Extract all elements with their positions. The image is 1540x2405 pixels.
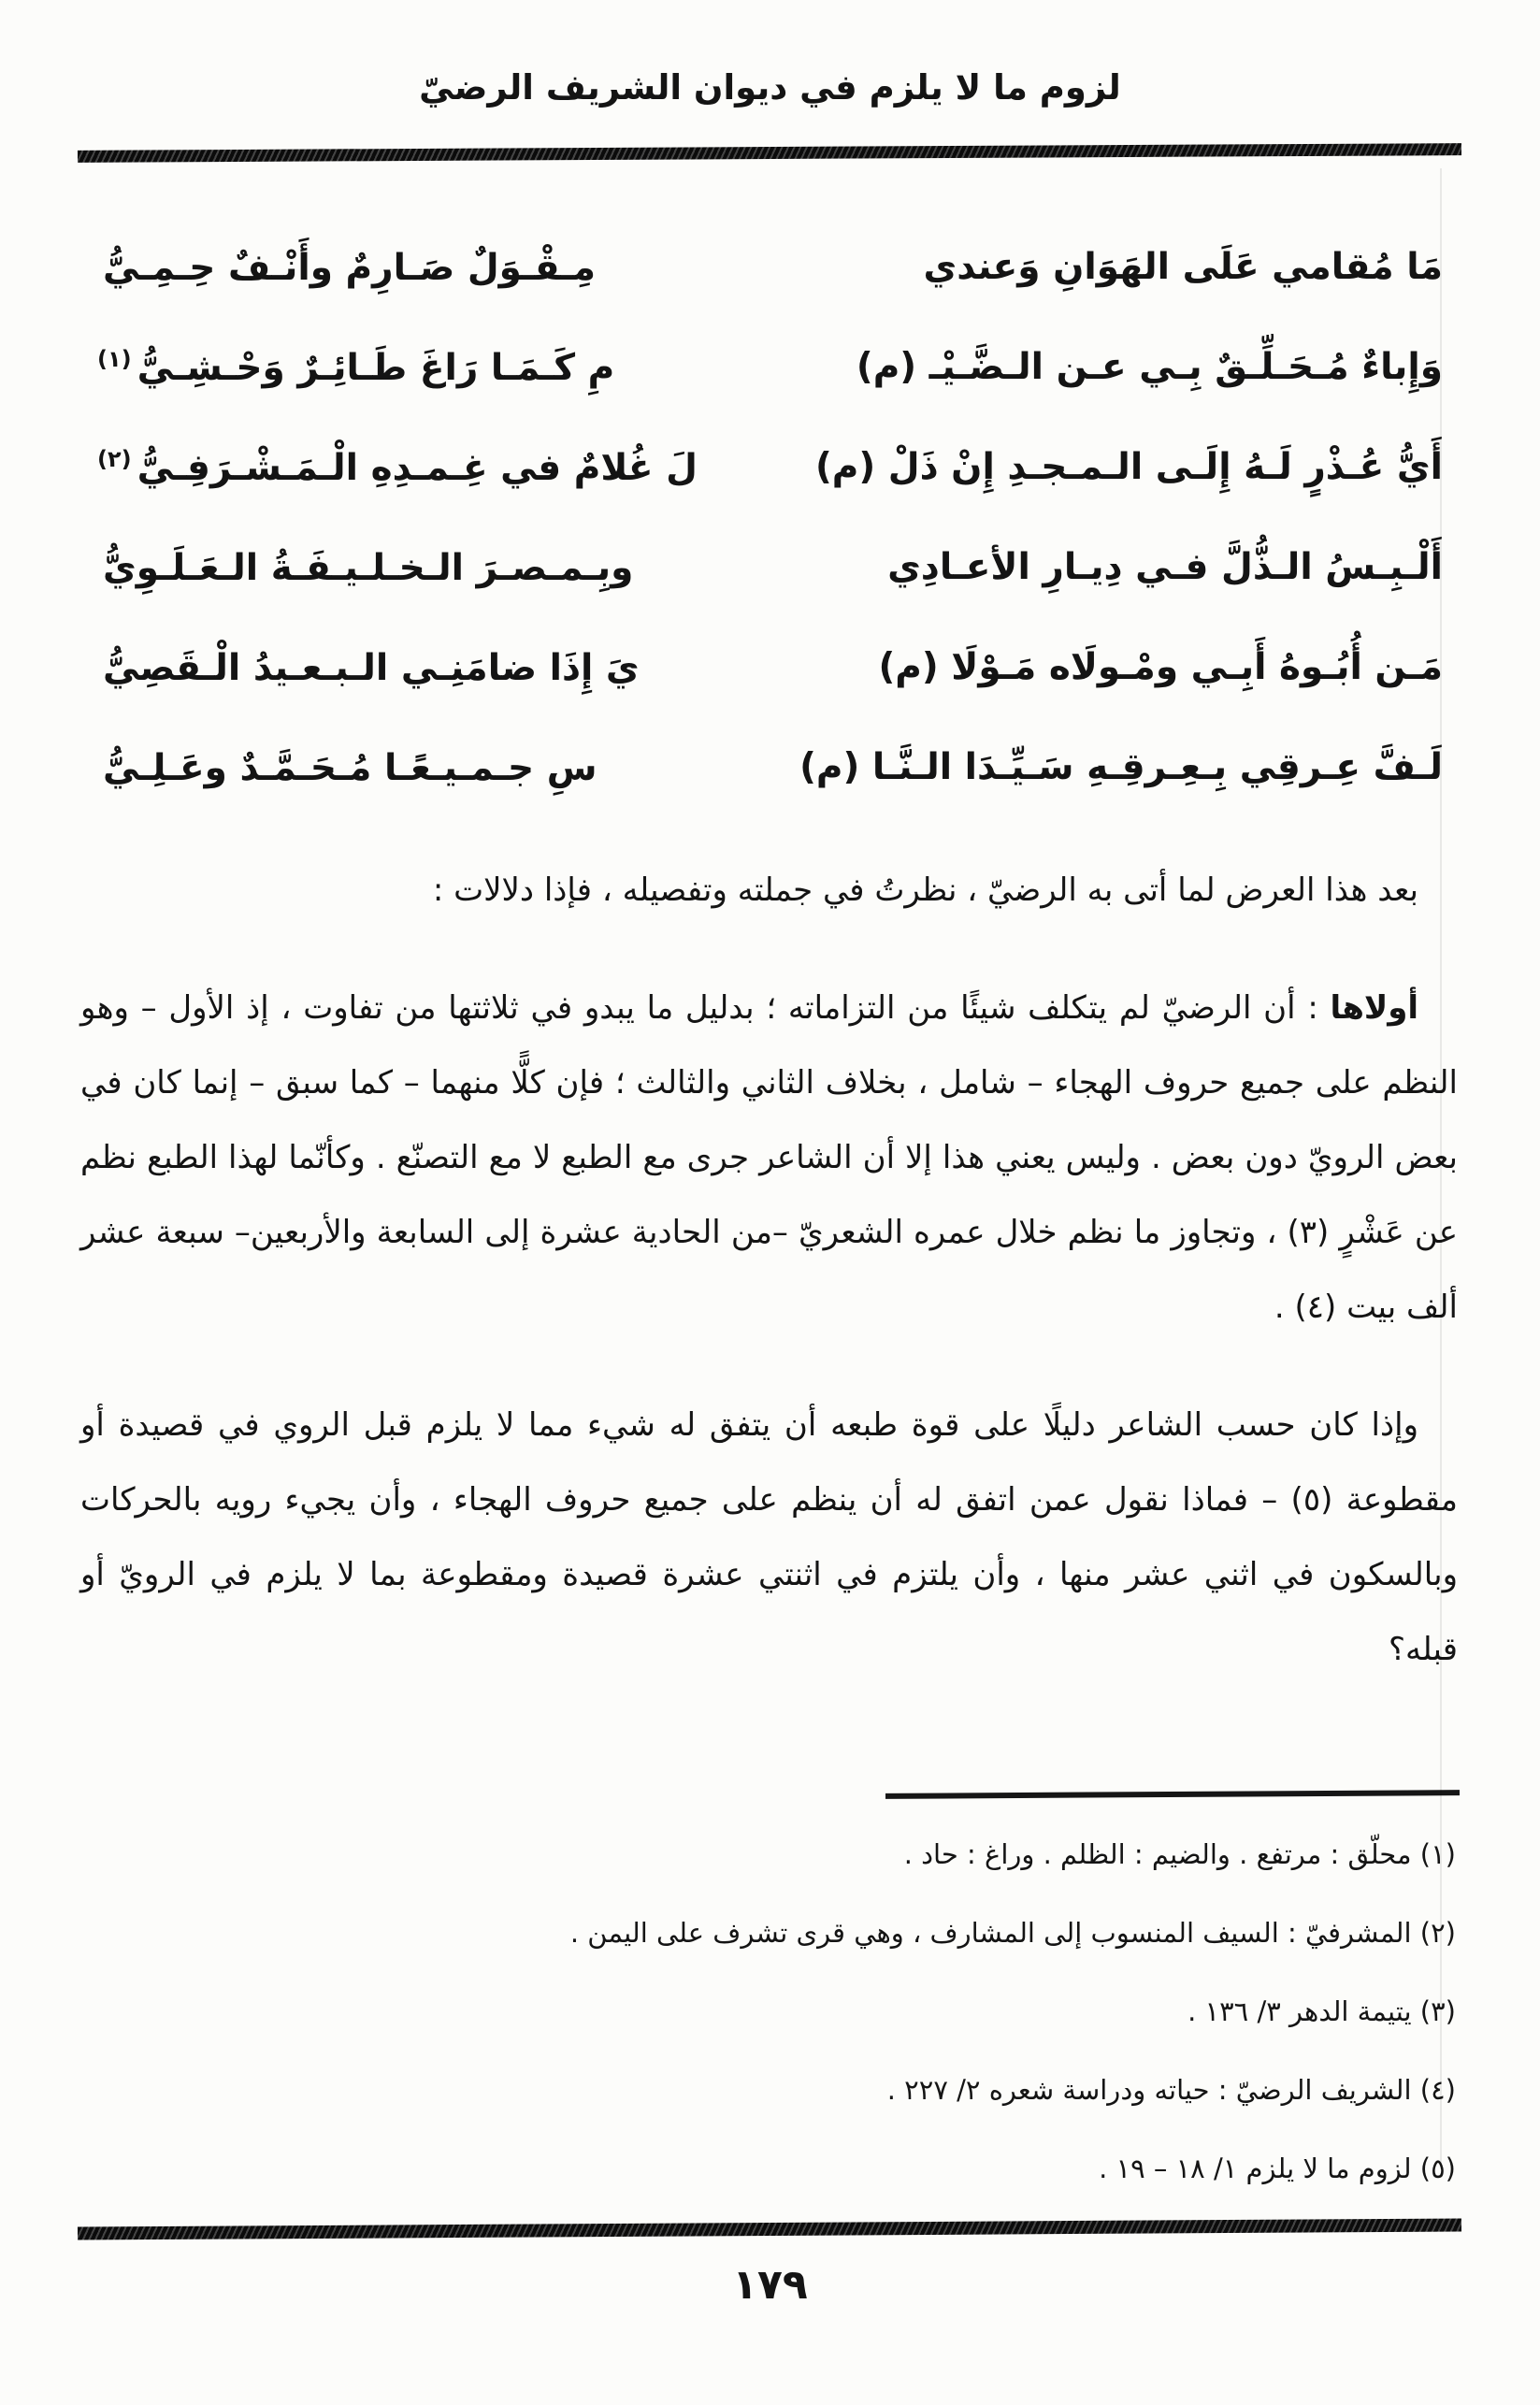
- paragraph-lead-word: أولاها: [1330, 989, 1418, 1027]
- paragraph-first-point: أولاها : أن الرضيّ لم يتكلف شيئًا من التزاماته ؛ بدليل ما يبدو في ثلاثتها من تفاوت ، إذ الأول – وهو النظم على جميع حروف الهجاء – شامل ، بخلاف الثاني والثالث ؛ فإن كلًّا منهما – كما سبق – إنما كان في بعض الرويّ دون بعض . وليس يعني هذا إلا أن الشاعر جرى مع الطبع لا مع التصنّع . وكأنّما لهذا الطبع نظم عن عَشْرٍ (٣) ، وتجاوز ما نظم خلال عمره الشعريّ –من الحادية عشرة إلى السابعة والأربعين– سبعة عشر ألف بيت (٤) .: [80, 989, 1458, 1326]
- verse-right-hemistich: وَإِباءٌ مُـحَـلِّـقٌ بِـي عـن الـضَّـيْـ (م): [856, 346, 1443, 388]
- poem-block: [97, 217, 1443, 817]
- scan-artifact-line: [1440, 168, 1442, 2169]
- verse-line: [97, 417, 1443, 517]
- footnote-separator-rule: [885, 1790, 1460, 1799]
- verse-left-hemistich: وبِـمـصـرَ الـخـلـيـفَـةُ الـعَـلَـوِيُّ: [103, 546, 634, 589]
- paragraph-conclusion: وإذا كان حسب الشاعر دليلًا على قوة طبعه أن يتفق له شيء مما لا يلزم قبل الروي في قصيدة أو مقطوعة (٥) – فماذا نقول عمن اتفق له أن ينظم على جميع حروف الهجاء ، وأن يجيء رويه بالحركات وبالسكون في اثني عشر منها ، وأن يلتزم في اثنتي عشرة قصيدة ومقطوعة بما لا يلزم في الرويّ أو قبله؟: [80, 1406, 1458, 1668]
- verse-line: [97, 517, 1443, 617]
- verse-left-hemistich: مِـقْـوَلٌ صَـارِمٌ وأَنْـفٌ حِـمِـيُّ: [103, 246, 596, 289]
- verse-line: [97, 217, 1443, 317]
- verse-left-hemistich: مِ كَـمَـا رَاغَ طَـائِـرٌ وَحْـشِـيُّ$^{(١)}$: [97, 345, 615, 389]
- body-text: [80, 853, 1458, 1687]
- verse-line: [97, 317, 1443, 417]
- verse-left-hemistich: سِ جـمـيـعًـا مُـحَـمَّـدٌ وعَـلِـيُّ: [103, 746, 597, 789]
- verse-right-hemistich: أَلْـبِـسُ الـذُّلَّ فـي دِيـارِ الأعـادِي: [887, 546, 1443, 588]
- verse-right-hemistich: لَـفَّ عِـرقِي بِـعِـرقِـهِ سَـيِّـدَا الـنَّـا (م): [799, 746, 1443, 788]
- running-head-title: لزوم ما لا يلزم في ديوان الشريف الرضيّ: [419, 67, 1121, 108]
- verse-line: [97, 717, 1443, 817]
- verse-line: [97, 617, 1443, 717]
- verse-left-hemistich: يَ إِذَا ضامَنِـي الـبـعـيدُ الْـقَصِيُّ: [103, 646, 640, 689]
- header-rule: [78, 143, 1461, 163]
- footnote-marker: (١): [97, 345, 132, 372]
- footnote: (٢) المشرفيّ : السيف المنسوب إلى المشارف ، وهي قرى تشرف على اليمن .: [569, 1917, 1456, 1949]
- verse-right-hemistich: مَـن أُبُـوهُ أَبِـي ومْـولَاه مَـوْلَا (م): [878, 646, 1443, 688]
- footnote-marker: (٢): [97, 445, 132, 472]
- footnote: (١) محلّق : مرتفع . والضيم : الظلم . وراغ : حاد .: [903, 1838, 1456, 1870]
- verse-right-hemistich: مَا مُقامي عَلَى الهَوَانِ وَعندي: [923, 246, 1443, 288]
- page-number: ١٧٩: [732, 2261, 808, 2309]
- footnote: (٣) يتيمة الدهر ٣/ ١٣٦ .: [1187, 1995, 1456, 2027]
- footnote: (٤) الشريف الرضيّ : حياته ودراسة شعره ٢/ ٢٢٧ .: [886, 2074, 1456, 2106]
- paragraph-intro: بعد هذا العرض لما أتى به الرضيّ ، نظرتُ في جملته وتفصيله ، فإذا دلالات :: [432, 871, 1418, 909]
- verse-right-hemistich: أَيُّ عُـذْرٍ لَـهُ إِلَـى الـمـجـدِ إِنْ ذَلْ (م): [814, 446, 1443, 488]
- footnotes-block: [80, 1835, 1456, 2227]
- verse-left-hemistich: لَ غُلامٌ في غِـمـدِهِ الْـمَـشْـرَفِـيُّ$^{(٢)}$: [97, 445, 698, 489]
- footnote: (٥) لزوم ما لا يلزم ١/ ١٨ – ١٩ .: [1099, 2153, 1456, 2184]
